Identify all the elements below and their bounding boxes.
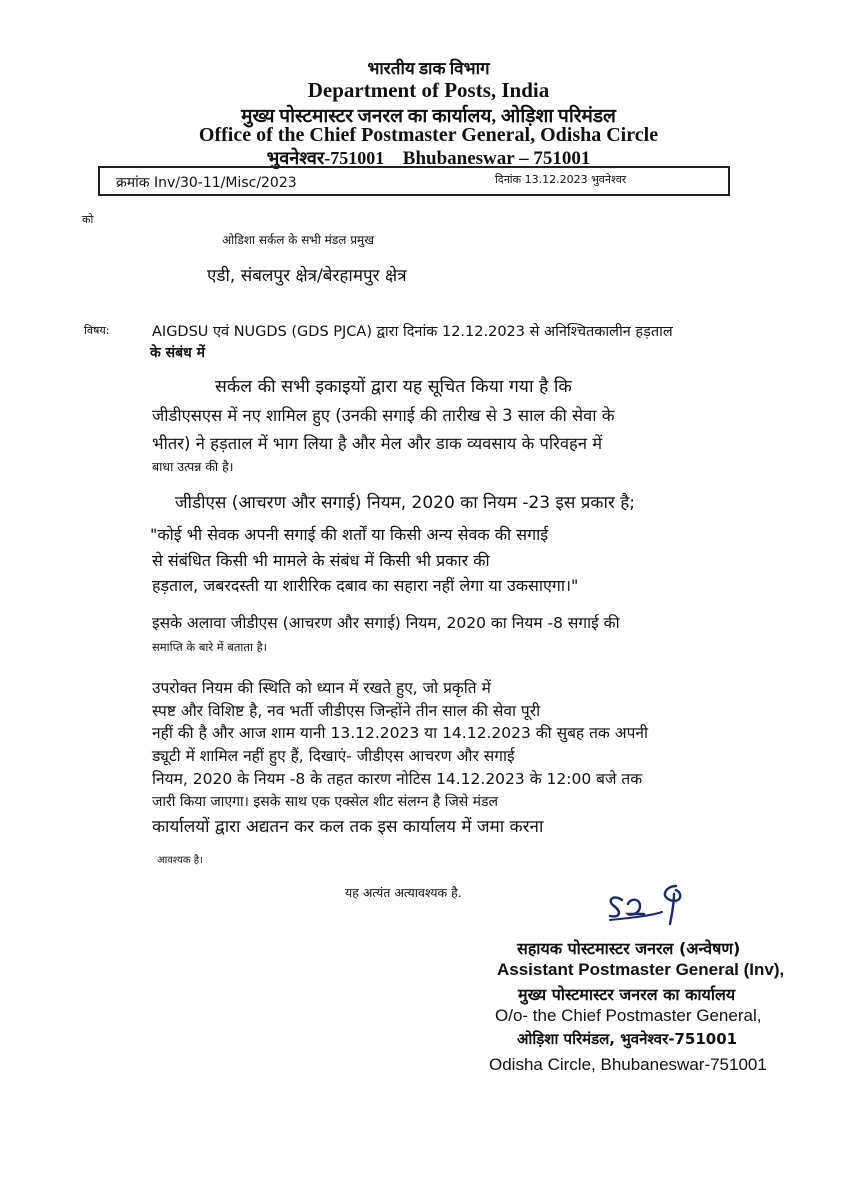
quote-line2: से संबंधित किसी भी मामले के संबंध में किसी भी प्रकार की (152, 551, 490, 570)
header-office-english: Office of the Chief Postmaster General, Odisha Circle (198, 124, 659, 146)
quote-line3: हड़ताल, जबरदस्ती या शारीरिक दबाव का सहारा नहीं लेगा या उकसाएगा।" (152, 576, 579, 595)
addressee-line1: ओडिशा सर्कल के सभी मंडल प्रमुख (222, 233, 375, 247)
header-dept-hindi: भारतीय डाक विभाग (367, 59, 490, 78)
para1-line4: बाधा उत्पन्न की है। (152, 459, 234, 474)
subject-line1: AIGDSU एवं NUGDS (GDS PJCA) द्वारा दिनांक 12.12.2023 से अनिश्चितकालीन हड़ताल (152, 324, 673, 340)
para3-line2: समाप्ति के बारे में बताता है। (152, 640, 268, 654)
para4-line3: नहीं की है और आज शाम यानी 13.12.2023 या 14.12.2023 की सुबह तक अपनी (152, 724, 649, 742)
sig-office-english: O/o- the Chief Postmaster General, (495, 1006, 762, 1025)
para1-line2: जीडीएसएस में नए शामिल हुए (उनकी सगाई की तारीख से 3 साल की सेवा के (152, 406, 615, 425)
header-office-hindi: मुख्य पोस्टमास्टर जनरल का कार्यालय, ओड़िशा परिमंडल (241, 106, 616, 127)
para1-line1: सर्कल की सभी इकाइयों द्वारा यह सूचित किया गया है कि (215, 377, 572, 397)
para4-line7: कार्यालयों द्वारा अद्यतन कर कल तक इस कार्यालय में जमा करना (152, 817, 544, 837)
reference-date: दिनांक 13.12.2023 भुवनेश्वर (495, 173, 627, 186)
header-dept-english: Department of Posts, India (307, 78, 550, 102)
para4-line4: ड्यूटी में शामिल नहीं हुए हैं, दिखाएं- जीडीएस आचरण और सगाई (152, 747, 515, 765)
addressee-to: को (82, 213, 94, 226)
sig-office-hindi: मुख्य पोस्टमास्टर जनरल का कार्यालय (518, 985, 736, 1004)
para3-line1: इसके अलावा जीडीएस (आचरण और सगाई) नियम, 2020 का नियम -8 सगाई की (152, 614, 620, 632)
quote-line1: "कोई भी सेवक अपनी सगाई की शर्तों या किसी अन्य सेवक की सगाई (150, 525, 549, 544)
para1-line3: भीतर) ने हड़ताल में भाग लिया है और मेल और डाक व्यवसाय के परिवहन में (152, 434, 603, 453)
para4-line6: जारी किया जाएगा। इसके साथ एक एक्सेल शीट संलग्न है जिसे मंडल (152, 794, 499, 810)
subject-label: विषय: (84, 324, 110, 337)
addressee-line2: एडी, संबलपुर क्षेत्र/बेरहामपुर क्षेत्र (207, 266, 407, 286)
subject-line2: के संबंध में (150, 345, 205, 361)
handwritten-signature (600, 880, 710, 930)
para4-line1: उपरोक्त नियम की स्थिति को ध्यान में रखते हुए, जो प्रकृति में (152, 679, 491, 697)
para4-line8: आवश्यक है। (157, 855, 203, 866)
reference-box (98, 166, 730, 196)
para4-line2: स्पष्ट और विशिष्ट है, नव भर्ती जीडीएस जिन्होंने तीन साल की सेवा पूरी (152, 702, 541, 720)
reference-number: क्रमांक Inv/30-11/Misc/2023 (116, 175, 297, 191)
para4-line5: नियम, 2020 के नियम -8 के तहत कारण नोटिस 14.12.2023 के 12:00 बजे तक (152, 770, 643, 788)
header-city-english: Bhubaneswar – 751001 (402, 148, 591, 169)
sig-circle-english: Odisha Circle, Bhubaneswar-751001 (489, 1055, 767, 1074)
urgent-note: यह अत्यंत अत्यावश्यक है. (345, 885, 462, 900)
sig-designation-hindi: सहायक पोस्टमास्टर जनरल (अन्वेषण) (517, 939, 741, 958)
para2: जीडीएस (आचरण और सगाई) नियम, 2020 का नियम -23 इस प्रकार है; (175, 493, 635, 513)
header-city-hindi: भुवनेश्वर-751001 (266, 148, 385, 168)
sig-circle-hindi: ओड़िशा परिमंडल, भुवनेश्वर-751001 (517, 1030, 738, 1048)
sig-designation-english: Assistant Postmaster General (Inv), (497, 960, 785, 979)
